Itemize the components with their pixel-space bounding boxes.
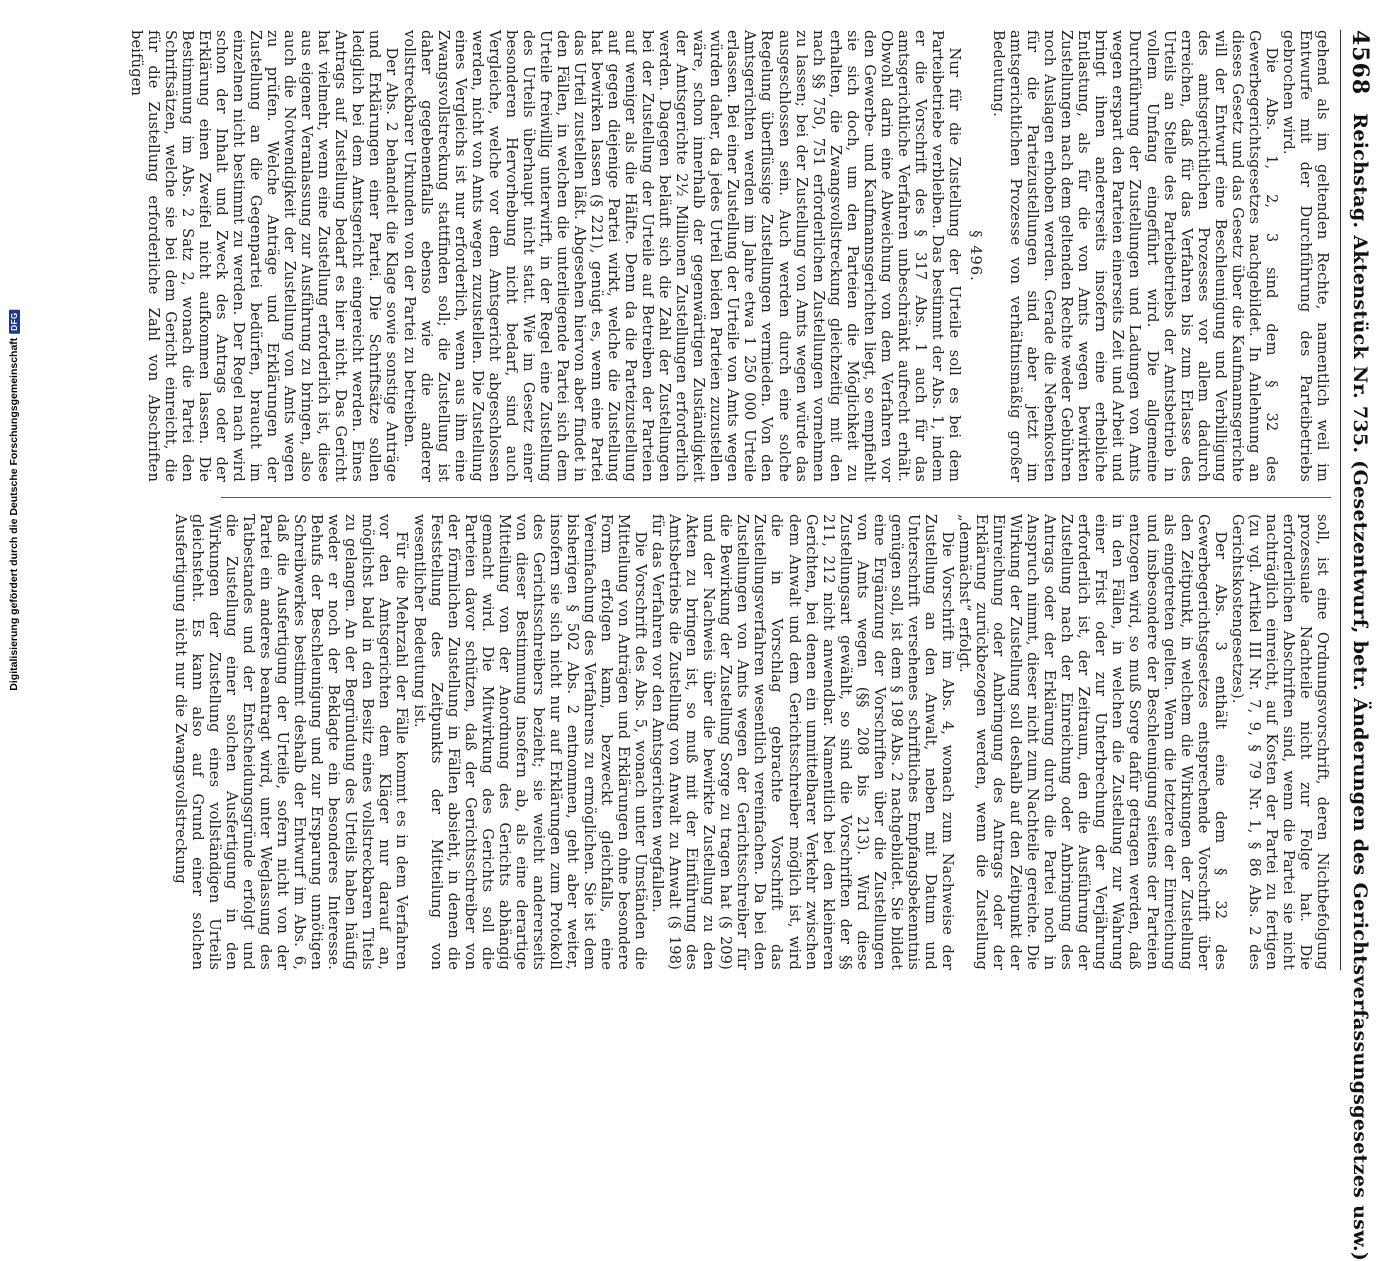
paragraph: Der Abs. 2 behandelt die Klage sowie sonstige Anträge und Erklärungen einer Partei. Die Schriftsätze sollen lediglich bei dem Amtsgericht eingereicht werden. Eines Antrags auf Zustellung bedarf es hier nicht. Das Gericht hat vielmehr, wenn eine Zustellung erforderlich ist, diese aus eigener Veranlassung zur Ausführung zu bringen, also auch die Notwendigkeit der Zustellung von Amts wegen zu prüfen. Welche Anträge und Erklärungen der Zustellung an die Gegenpartei bedürfen, braucht im einzelnen nicht bestimmt zu werden. Der Regel nach wird schon der Inhalt und Zweck des Antrags oder der Erklärung einen Zweifel nicht aufkommen lassen. Die Bestimmung im Abs. 2 Satz 2, wonach die Partei den Schriftsätzen, welche sie bei dem Gericht einreicht, die für die Zustellung erforderliche Zahl von Abschriften beifügen xyxy=(127,30,401,482)
header-rule xyxy=(1340,30,1341,970)
funding-text: Digitalisierung gefördert durch die Deutsche Forschungsgemeinschaft xyxy=(8,337,20,691)
paragraph: Die Abs. 1, 2, 3 sind dem § 32 des Gewerbegerichtsgesetzes nachgebildet. In Anlehnung an dieses Gesetz und das Gesetz über die Kaufmannsgerichte will der Entwurf eine Beschleunigung und Verbilligung des amtsgerichtlichen Prozesses vor allem dadurch erreichen, daß für das Verfahren bis zum Erlasse des Urteils an Stelle des Parteibetriebs der Amtsbetrieb in vollem Umfang eingeführt wird. Die allgemeine Durchführung der Zustellungen und Ladungen von Amts wegen erspart den Parteien einerseits Zeit und Arbeit und bringt ihnen andererseits insofern eine erhebliche Entlastung, als für die von Amts wegen bewirkten Zustellungen nach dem geltenden Rechte weder Gebühren noch Auslagen erhoben werden. Gerade die Nebenkosten für die Parteizustellungen sind aber jetzt im amtsgerichtlichen Prozesse von verhältnismäßig großer Bedeutung. xyxy=(990,30,1280,482)
paragraph: soll, ist eine Ordnungsvorschrift, deren Nichtbefolgung prozessuale Nachteile nicht zur Folge hat. Die erforderlichen Abschriften sind, wenn die Partei sie nicht nachträglich einreicht, auf Kosten der Partei zu fertigen (zu vgl. Artikel III Nr. 7, 9, § 79 Nr. 1, § 86 Abs. 2 des Gerichtskostengesetzes). xyxy=(1228,514,1331,970)
page-header xyxy=(1343,30,1377,1261)
funding-notice xyxy=(8,309,20,690)
rotated-page xyxy=(127,0,1383,1261)
paragraph: Die Vorschrift des Abs. 5, wonach unter Umständen die Mitteilung von Anträgen und Erklärungen ohne besondere Form erfolgen kann, bezweckt gleichfalls, eine Vereinfachung des Verfahrens zu ermöglichen. Sie ist dem bisherigen § 502 Abs. 2 entnommen, geht aber weiter, insofern sie sich nicht nur auf Erklärungen zum Protokoll des Gerichtsschreibers bezieht; sie weicht andererseits von dieser Bestimmung insofern ab, als eine derartige Mitteilung von der Anordnung des Gerichts abhängig gemacht wird. Die Mitwirkung des Gerichts soll die Parteien davor schützen, daß der Gerichtsschreiber von der förmlichen Zustellung in Fällen absieht, in denen die Feststellung des Zeitpunkts der Mitteilung von wesentlicher Bedeutung ist. xyxy=(410,514,650,970)
page-number: 4568 xyxy=(1347,30,1373,96)
right-column xyxy=(171,514,1331,970)
page-title: Reichstag. Aktenstück Nr. 735. (Gesetzentwurf, betr. Änderungen des Gerichtsverfassungsgesetzes usw.) xyxy=(1349,113,1371,1261)
dfg-logo: DFG xyxy=(9,309,20,333)
column-divider xyxy=(221,497,1331,498)
funding-sidebar xyxy=(0,0,28,1000)
paragraph: Für die Mehrzahl der Fälle kommt es in dem Verfahren vor den Amtsgerichten dem Kläger nur darauf an, möglichst bald in den Besitz eines vollstreckbaren Titels zu gelangen. An der Begründung des Urteils haben häufig weder er noch der Beklagte ein besonderes Interesse. Behufs der Beschleunigung und zur Ersparung unnötigen Schreibwerkes bestimmt deshalb der Entwurf im Abs. 6, daß die Ausfertigung der Urteile, sofern nicht von der Partei ein anderes beantragt wird, unter Weglassung des Tatbestandes und der Entscheidungsgründe erfolgt und die Zustellung einer solchen Ausfertigung in den Wirkungen der Zustellung eines vollständigen Urteils gleichsteht. Es kann also auf Grund einer solchen Ausfertigung nicht nur die Zwangsvollstreckung xyxy=(171,514,411,970)
paragraph: Nur für die Zustellung der Urteile soll es bei dem Parteibetriebe verbleiben. Das bestimmt der Abs. 1, indem er die Vorschrift des § 317 Abs. 1 auch für das amtsgerichtliche Verfahren unbeschränkt aufrecht erhält. Obwohl darin eine Abweichung von dem Verfahren vor den Gewerbe- und Kaufmannsgerichten liegt, so empfiehlt sie sich doch, um den Parteien die Möglichkeit zu erhalten, die Zwangsvollstreckung gleichzeitig mit den nach §§ 750, 751 erforderlichen Zustellungen vornehmen zu lassen; bei der Zustellung von Amts wegen würde das ausgeschlossen sein. Auch werden durch eine solche Regelung überflüssige Zustellungen vermieden. Von den Amtsgerichten werden im Jahre etwa 1 250 000 Urteile erlassen. Bei einer Zustellung der Urteile von Amts wegen würden daher, da jedes Urteil beiden Parteien zuzustellen wäre, schon innerhalb der gegenwärtigen Zuständigkeit der Amtsgerichte 2½ Millionen Zustellungen erforderlich werden. Dagegen beläuft sich die Zahl der Zustellungen bei der Zustellung der Urteile auf Betreiben der Parteien auf weniger als die Hälfte. Denn da die Parteizustellung auf gegen diejenige Partei wirkt, welche die Zustellung hat bewirken lassen (§ 221), genügt es, wenn eine Partei das Urteil zustellen läßt. Abgesehen hiervon aber findet in den Fällen, in welchen die unterliegende Partei sich dem Urteile freiwillig unterwirft, in der Regel eine Zustellung des Urteils überhaupt nicht statt. Wie im Gesetz einer besonderen Hervorhebung nicht bedarf, sind auch Vergleiche, welche vor dem Amtsgericht abgeschlossen werden, nicht von Amts wegen zuzustellen. Die Zustellung eines Vergleichs ist nur erforderlich, wenn aus ihm eine Zwangsvollstreckung stattfinden soll; die Zustellung ist daher gegebenenfalls ebenso wie die anderer vollstreckbarer Urkunden von der Partei zu betreiben. xyxy=(400,30,964,482)
section-heading: § 496. xyxy=(967,230,985,282)
paragraph: Der Abs. 3 enthält eine dem § 32 des Gewerbegerichtsgesetzes entsprechende Vorschrift über den Zeitpunkt, in welchem die Wirkungen der Zustellung als eingetreten gelten. Wenn die letztere der Einreichung und insbesondere der Beschleunigung seitens der Parteien entzogen wird, so muß Sorge dafür getragen werden, daß in den Fällen, in welchen die Zustellung zur Wahrung einer Frist oder zur Unterbrechung der Verjährung erforderlich ist, der Zeitraum, den die Ausführung der Zustellung nach der Einreichung oder Anbringung des Antrags oder der Erklärung durch die Partei noch in Anspruch nimmt, dieser nicht zum Nachteile gereiche. Die Wirkung der Zustellung soll deshalb auf den Zeitpunkt der Einreichung oder Anbringung des Antrags oder der Erklärung zurückbezogen werden, wenn die Zustellung „demnächst“ erfolgt. xyxy=(956,514,1229,970)
scanned-page xyxy=(95,0,1383,1261)
left-column xyxy=(127,30,1331,482)
paragraph: Die Vorschrift im Abs. 4, wonach zum Nachweise der Zustellung an den Anwalt, neben mit Datum und Unterschrift versehenes schriftliches Empfangsbekenntnis genügen soll, ist dem § 198 Abs. 2 nachgebildet. Sie bildet eine Ergänzung der Vorschriften über die Zustellungen von Amts wegen (§§ 208 bis 213). Wird diese Zustellungsart gewählt, so sind die Vorschriften der §§ 211, 212 nicht anwendbar. Namentlich bei den kleineren Gerichten, bei denen ein unmittelbarer Verkehr zwischen dem Anwalt und dem Gerichtsschreiber möglich ist, wird die in Vorschlag gebrachte Vorschrift das Zustellungsverfahren wesentlich vereinfachen. Da bei den Zustellungen von Amts wegen der Gerichtsschreiber für die Bewirkung der Zustellung Sorge zu tragen hat (§ 209) und der Nachweis über die bewirkte Zustellung zu den Akten zu bringen ist, so muß mit der Einführung des Amtsbetriebs die Zustellung von Anwalt zu Anwalt (§ 198) für das Verfahren vor den Amtsgerichten wegfallen. xyxy=(649,514,956,970)
paragraph: gehend als im geltenden Rechte, namentlich weil im Entwurfe mit der Durchführung des Parteibetriebs gebrochen wird. xyxy=(1279,30,1331,482)
